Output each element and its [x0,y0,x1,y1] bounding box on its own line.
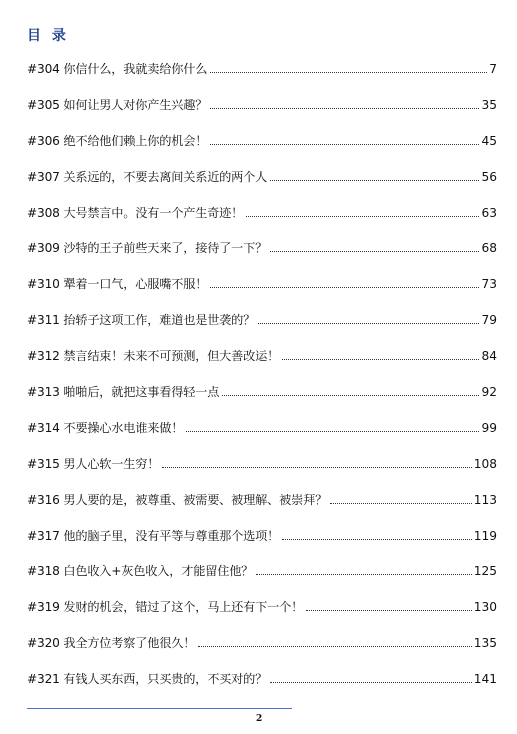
dot-leader [162,466,471,468]
toc-entry[interactable] [27,561,497,597]
page-number: 2 [256,714,263,724]
toc-entry-page[interactable]: 135 [473,636,497,651]
dot-leader [258,322,479,324]
dot-leader [222,394,479,396]
toc-entry[interactable] [27,131,497,167]
toc-entry[interactable] [27,167,497,203]
toc-entry-title[interactable]: #307 关系远的，不要去离间关系近的两个人 [27,169,268,184]
dot-leader [186,430,479,432]
toc-entry-title[interactable]: #311 抬轿子这项工作，难道也是世袭的？ [27,313,256,328]
toc-entry-page[interactable]: 79 [481,313,497,328]
toc-entry[interactable] [27,382,497,418]
toc-entry-page[interactable]: 130 [473,600,497,615]
toc-entry-title[interactable]: #320 我全方位考察了他很久！ [27,636,196,651]
toc-entry-page[interactable]: 84 [481,349,497,364]
dot-leader [210,107,479,109]
toc-entry[interactable] [27,669,497,705]
dot-leader [282,358,479,360]
dot-leader [256,573,472,575]
dot-leader [330,502,472,504]
toc-entry-page[interactable]: 45 [481,133,497,148]
dot-leader [210,286,479,288]
toc-entry-title[interactable]: #315 男人心软一生穷！ [27,456,160,471]
toc-entry-title[interactable]: #312 禁言结束！未来不可预测，但大善改运！ [27,349,280,364]
toc-entry-title[interactable]: #319 发财的机会，错过了这个，马上还有下一个！ [27,600,304,615]
toc-entry[interactable] [27,597,497,633]
toc-entry-page[interactable]: 73 [481,277,497,292]
toc-entry-title[interactable]: #318 白色收入+灰色收入，才能留住他？ [27,564,254,579]
toc-entry-page[interactable]: 68 [481,241,497,256]
toc-entry-page[interactable]: 35 [481,97,497,112]
toc-entry[interactable] [27,59,497,95]
dot-leader [270,250,479,252]
toc-entry-page[interactable]: 125 [473,564,497,579]
dot-leader [270,179,479,181]
toc-entry[interactable] [27,454,497,490]
dot-leader [246,215,479,217]
toc-entry-title[interactable]: #313 啪啪后，就把这事看得轻一点 [27,385,220,400]
toc-entry[interactable] [27,238,497,274]
toc-entry-page[interactable]: 119 [473,528,497,543]
toc-entry[interactable] [27,346,497,382]
toc-entry-title[interactable]: #310 犟着一口气，心服嘴不服！ [27,277,208,292]
toc-entry-page[interactable]: 108 [473,456,497,471]
toc-entry-title[interactable]: #308 大号禁言中。没有一个产生奇迹！ [27,205,244,220]
toc-entry-page[interactable]: 7 [489,62,497,76]
footer-rule [27,708,292,709]
toc-list [27,59,497,705]
toc-entry[interactable] [27,95,497,131]
toc-entry[interactable] [27,526,497,562]
dot-leader [210,143,479,145]
toc-entry-title[interactable]: #316 男人要的是，被尊重、被需要、被理解、被崇拜？ [27,492,328,507]
dot-leader [282,538,472,540]
toc-entry-page[interactable]: 113 [473,492,497,507]
dot-leader [270,681,472,683]
toc-entry-title[interactable]: #314 不要操心水电谁来做！ [27,420,184,435]
toc-entry-title[interactable]: #309 沙特的王子前些天来了，接待了一下？ [27,241,268,256]
dot-leader [210,71,487,73]
toc-entry-title[interactable]: #305 如何让男人对你产生兴趣？ [27,97,208,112]
toc-entry-page[interactable]: 56 [481,169,497,184]
dot-leader [198,645,472,647]
toc-entry-page[interactable]: 92 [481,385,497,400]
toc-entry-title[interactable]: #306 绝不给他们赖上你的机会！ [27,133,208,148]
toc-entry[interactable] [27,633,497,669]
toc-entry[interactable] [27,310,497,346]
toc-entry[interactable] [27,274,497,310]
toc-entry[interactable] [27,490,497,526]
toc-title: 目 录 [27,28,69,44]
toc-entry-page[interactable]: 141 [473,672,497,687]
toc-entry[interactable] [27,418,497,454]
toc-entry-title[interactable]: #321 有钱人买东西，只买贵的，不买对的？ [27,672,268,687]
toc-entry-page[interactable]: 63 [481,205,497,220]
toc-entry[interactable] [27,203,497,239]
dot-leader [306,609,472,611]
toc-entry-title[interactable]: #304 你信什么，我就卖给你什么 [27,62,208,76]
toc-entry-page[interactable]: 99 [481,420,497,435]
toc-entry-title[interactable]: #317 他的脑子里，没有平等与尊重那个选项！ [27,528,280,543]
